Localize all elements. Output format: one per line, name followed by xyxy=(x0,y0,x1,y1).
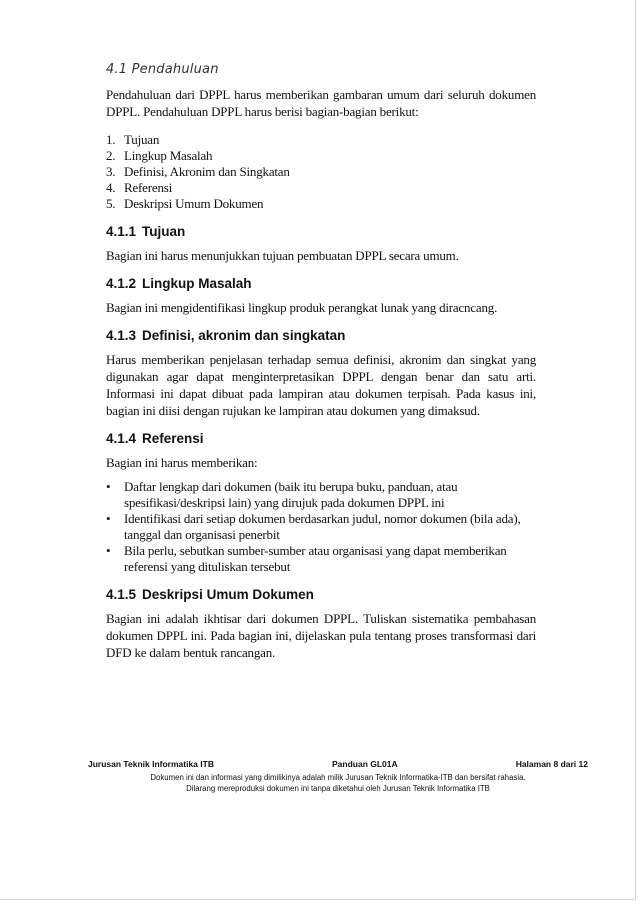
list-item: 5. Deskripsi Umum Dokumen xyxy=(106,196,264,211)
bullet-icon: • xyxy=(106,511,111,526)
tujuan-body: Bagian ini harus menunjukkan tujuan pembuatan DPPL secara umum. xyxy=(106,248,459,263)
list-item: 2. Lingkup Masalah xyxy=(106,148,213,163)
footer-page-number: Halaman 8 dari 12 xyxy=(515,759,588,769)
list-item: • Bila perlu, sebutkan sumber-sumber atau organisasi yang dapat memberikan referensi yang dituliskan tersebut xyxy=(106,543,507,574)
footer-doc-code: Panduan GL01A xyxy=(332,759,398,769)
section-title: 4.1 Pendahuluan xyxy=(106,62,219,77)
footer-header-row xyxy=(88,759,588,769)
footer-reproduction-notice: Dilarang mereproduksi dokumen ini tanpa diketahui oleh Jurusan Teknik Informatika ITB xyxy=(186,784,490,793)
footer-confidential-notice: Dokumen ini dan informasi yang dimilikinya adalah milik Jurusan Teknik Informatika-ITB dan bersifat rahasia. xyxy=(150,773,526,782)
page-content xyxy=(106,62,536,673)
bullet-icon: • xyxy=(106,479,111,494)
subsection-heading-lingkup: 4.1.2 Lingkup Masalah xyxy=(106,276,252,291)
lingkup-body: Bagian ini mengidentifikasi lingkup produk perangkat lunak yang diracncang. xyxy=(106,300,498,315)
subsection-heading-tujuan: 4.1.1 Tujuan xyxy=(106,224,186,239)
referensi-body: Bagian ini harus memberikan: xyxy=(106,455,258,470)
subsection-heading-referensi: 4.1.4 Referensi xyxy=(106,431,204,446)
list-item: • Identifikasi dari setiap dokumen berdasarkan judul, nomor dokumen (bila ada), tanggal dan organisasi penerbit xyxy=(106,511,521,542)
page-footer xyxy=(88,759,588,794)
intro-paragraph: Pendahuluan dari DPPL harus memberikan gambaran umum dari seluruh dokumen DPPL. Pendahuluan DPPL harus berisi bagian-bagian berikut: xyxy=(106,87,536,119)
footer-department: Jurusan Teknik Informatika ITB xyxy=(88,759,214,769)
subsection-heading-definisi: 4.1.3 Definisi, akronim dan singkatan xyxy=(106,328,346,343)
definisi-body: Harus memberikan penjelasan terhadap semua definisi, akronim dan singkat yang digunakan agar dapat menginterpretasikan DPPL dengan benar dan satu arti. Informasi ini dapat dibuat pada lampiran atau dokumen terpisah. Pada kasus ini, bagian ini diisi dengan rujukan ke lampiran atau dokumen yang dimaksud. xyxy=(106,352,536,418)
list-item: 3. Definisi, Akronim dan Singkatan xyxy=(106,164,290,179)
list-item: 4. Referensi xyxy=(106,180,173,195)
subsection-heading-deskripsi: 4.1.5 Deskripsi Umum Dokumen xyxy=(106,587,314,602)
list-item: 1. Tujuan xyxy=(106,132,160,147)
bullet-icon: • xyxy=(106,543,111,558)
intro-list xyxy=(106,132,536,212)
deskripsi-body: Bagian ini adalah ikhtisar dari dokumen DPPL. Tuliskan sistematika pembahasan dokumen DPPL ini. Pada bagian ini, dijelaskan pula tentang proses transformasi dari DFD ke dalam bentuk rancangan. xyxy=(106,611,536,660)
list-item: • Daftar lengkap dari dokumen (baik itu berupa buku, panduan, atau spesifikasi/deskripsi lain) yang dirujuk pada dokumen DPPL ini xyxy=(106,479,458,510)
referensi-bullets xyxy=(106,479,536,575)
